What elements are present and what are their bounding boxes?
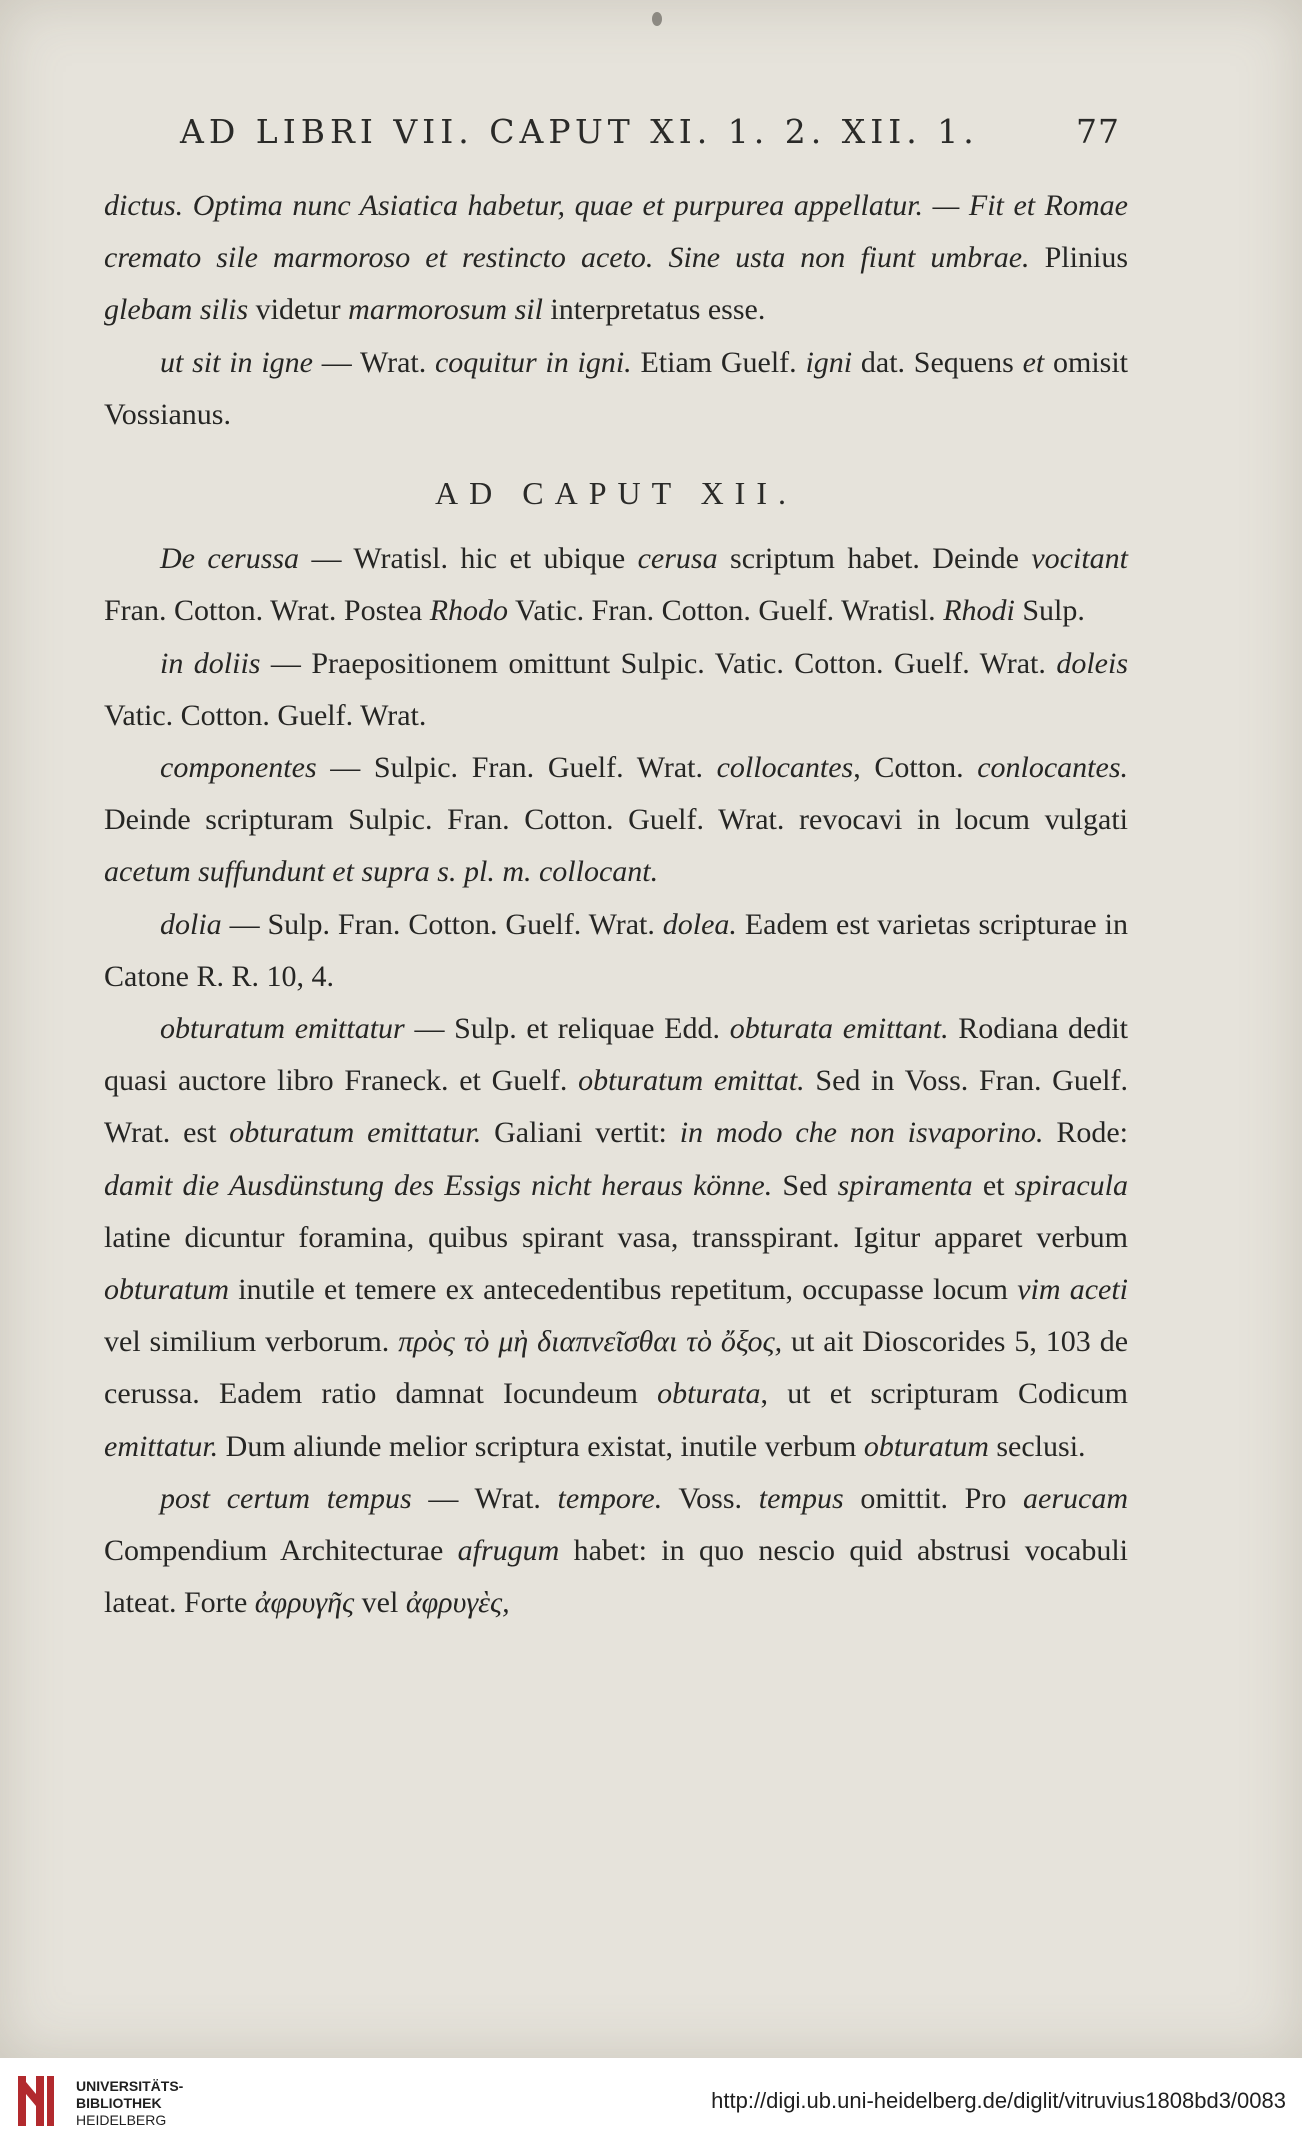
paragraph-7: obturatum emittatur — Sulp. et reliquae Edd. obturata emittant. Rodiana dedit quasi auctore libro Franeck. et Guelf. obturatum emittat. Sed in Voss. Fran. Guelf. Wrat. est obturatum emittatur. Galiani vertit: in modo che non isvaporino. Rode: damit die Ausdünstung des Essigs nicht heraus könne. Sed spiramenta et spiracula latine dicuntur foramina, quibus spirant vasa, transspirant. Igitur apparet verbum obturatum inutile et temere ex antecedentibus repetitum, occupasse locum vim aceti vel similium verborum. πρὸς τὸ μὴ διαπνεῖσθαι τὸ ὄξος, ut ait Dioscorides 5, 103 de cerussa. Eadem ratio damnat Iocundeum obturata, ut et scripturam Codicum emittatur. Dum aliunde melior scriptura existat, inutile verbum obturatum seclusi.	[104, 1012, 1129, 1463]
page-url-link[interactable]: http://digi.ub.uni-heidelberg.de/diglit/vitruvius1808bd3/0083	[711, 2088, 1286, 2113]
paragraph-6: dolia — Sulp. Fran. Cotton. Guelf. Wrat. dolea. Eadem est varietas scripturae in Catone R. R. 10, 4.	[104, 907, 1128, 993]
text-block	[104, 180, 1128, 1629]
paragraph-8: post certum tempus — Wrat. tempore. Voss. tempus omittit. Pro aerucam Compendium Architecturae afrugum habet: in quo nescio quid abstrusi vocabuli lateat. Forte ἀφρυγῆς vel ἀφρυγὲς,	[104, 1481, 1128, 1620]
university-logo-icon	[14, 2072, 58, 2130]
paragraph-3: De cerussa — Wratisl. hic et ubique cerusa scriptum habet. Deinde vocitant Fran. Cotton. Wrat. Postea Rhodo Vatic. Fran. Cotton. Guelf. Wratisl. Rhodi Sulp.	[104, 542, 1128, 628]
paragraph-1: dictus. Optima nunc Asiatica habetur, quae et purpurea appellatur. — Fit et Romae cremato sile marmoroso et restincto aceto. Sine usta non fiunt umbrae. Plinius glebam silis videtur marmorosum sil interpretatus esse.	[104, 189, 1128, 327]
institution-name: UNIVERSITÄTS- BIBLIOTHEK HEIDELBERG	[76, 2078, 184, 2128]
page-number: 77	[1076, 112, 1120, 151]
paragraph-2: ut sit in igne — Wrat. coquitur in igni. Etiam Guelf. igni dat. Sequens et omisit Vossianus.	[104, 345, 1129, 431]
ornament-icon	[652, 12, 662, 26]
footer-bar	[0, 2058, 1302, 2151]
section-heading: AD CAPUT XII.	[435, 475, 797, 512]
running-title: AD LIBRI VII. CAPUT XI. 1. 2. XII. 1.	[180, 112, 979, 151]
running-head	[180, 112, 1120, 151]
paragraph-5: componentes — Sulpic. Fran. Guelf. Wrat. collocantes, Cotton. conlocantes. Deinde scripturam Sulpic. Fran. Cotton. Guelf. Wrat. revocavi in locum vulgati acetum suffundunt et supra s. pl. m. collocant.	[104, 751, 1128, 889]
paragraph-4: in doliis — Praepositionem omittunt Sulpic. Vatic. Cotton. Guelf. Wrat. doleis Vatic. Cotton. Guelf. Wrat.	[104, 646, 1128, 732]
